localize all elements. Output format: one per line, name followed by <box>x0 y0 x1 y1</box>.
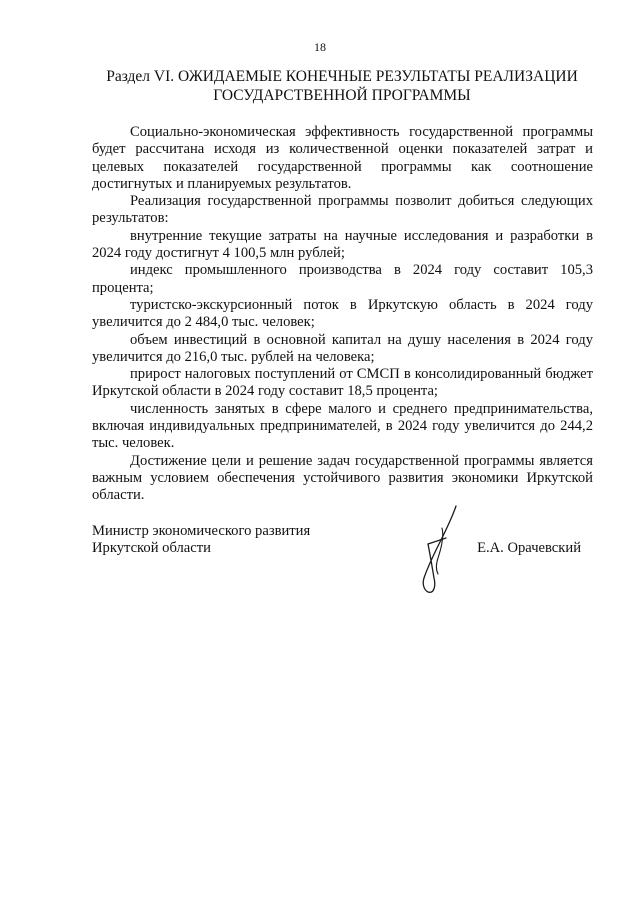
section-title <box>92 67 592 105</box>
paragraph-conclusion: Достижение цели и решение задач государственной программы является важным условием обеспечения устойчивого развития экономики Иркутской области. <box>92 452 593 504</box>
minister-title-line-2: Иркутской области <box>92 540 211 557</box>
result-item-industrial-index: индекс промышленного производства в 2024 году составит 105,3 процента; <box>92 262 593 296</box>
result-item-tax-revenue: прирост налоговых поступлений от СМСП в консолидированный бюджет Иркутской области в 2024 году составит 18,5 процента; <box>92 366 593 400</box>
section-title-line-2: ГОСУДАРСТВЕННОЙ ПРОГРАММЫ <box>213 87 471 104</box>
result-item-investments: объем инвестиций в основной капитал на душу населения в 2024 году увеличится до 216,0 тыс. рублей на человека; <box>92 331 593 365</box>
body-text <box>92 124 593 505</box>
minister-title-line-1: Министр экономического развития <box>92 523 311 539</box>
handwritten-signature <box>412 500 472 600</box>
paragraph-efficiency: Социально-экономическая эффективность государственной программы будет рассчитана исходя из количественной оценки показателей затрат и целевых показателей государственной программы как соотношение достигнутых и планируемых результатов. <box>92 124 593 192</box>
minister-title <box>92 523 310 558</box>
minister-name: Е.А. Орачевский <box>477 540 581 556</box>
result-item-rd-costs: внутренние текущие затраты на научные исследования и разработки в 2024 году достигнут 4 100,5 млн рублей; <box>92 227 593 262</box>
result-item-employment: численность занятых в сфере малого и среднего предпринимательства, включая индивидуальных предпринимателей, в 2024 году увеличится до 244,2 тыс. человек. <box>92 400 593 452</box>
result-item-tourist-flow: туристско-экскурсионный поток в Иркутскую область в 2024 году увеличится до 2 484,0 тыс. человек; <box>92 296 593 331</box>
paragraph-results-intro: Реализация государственной программы позволит добиться следующих результатов: <box>92 193 593 227</box>
page-number: 18 <box>314 40 326 54</box>
section-title-line-1: Раздел VI. ОЖИДАЕМЫЕ КОНЕЧНЫЕ РЕЗУЛЬТАТЫ РЕАЛИЗАЦИИ <box>106 68 578 85</box>
